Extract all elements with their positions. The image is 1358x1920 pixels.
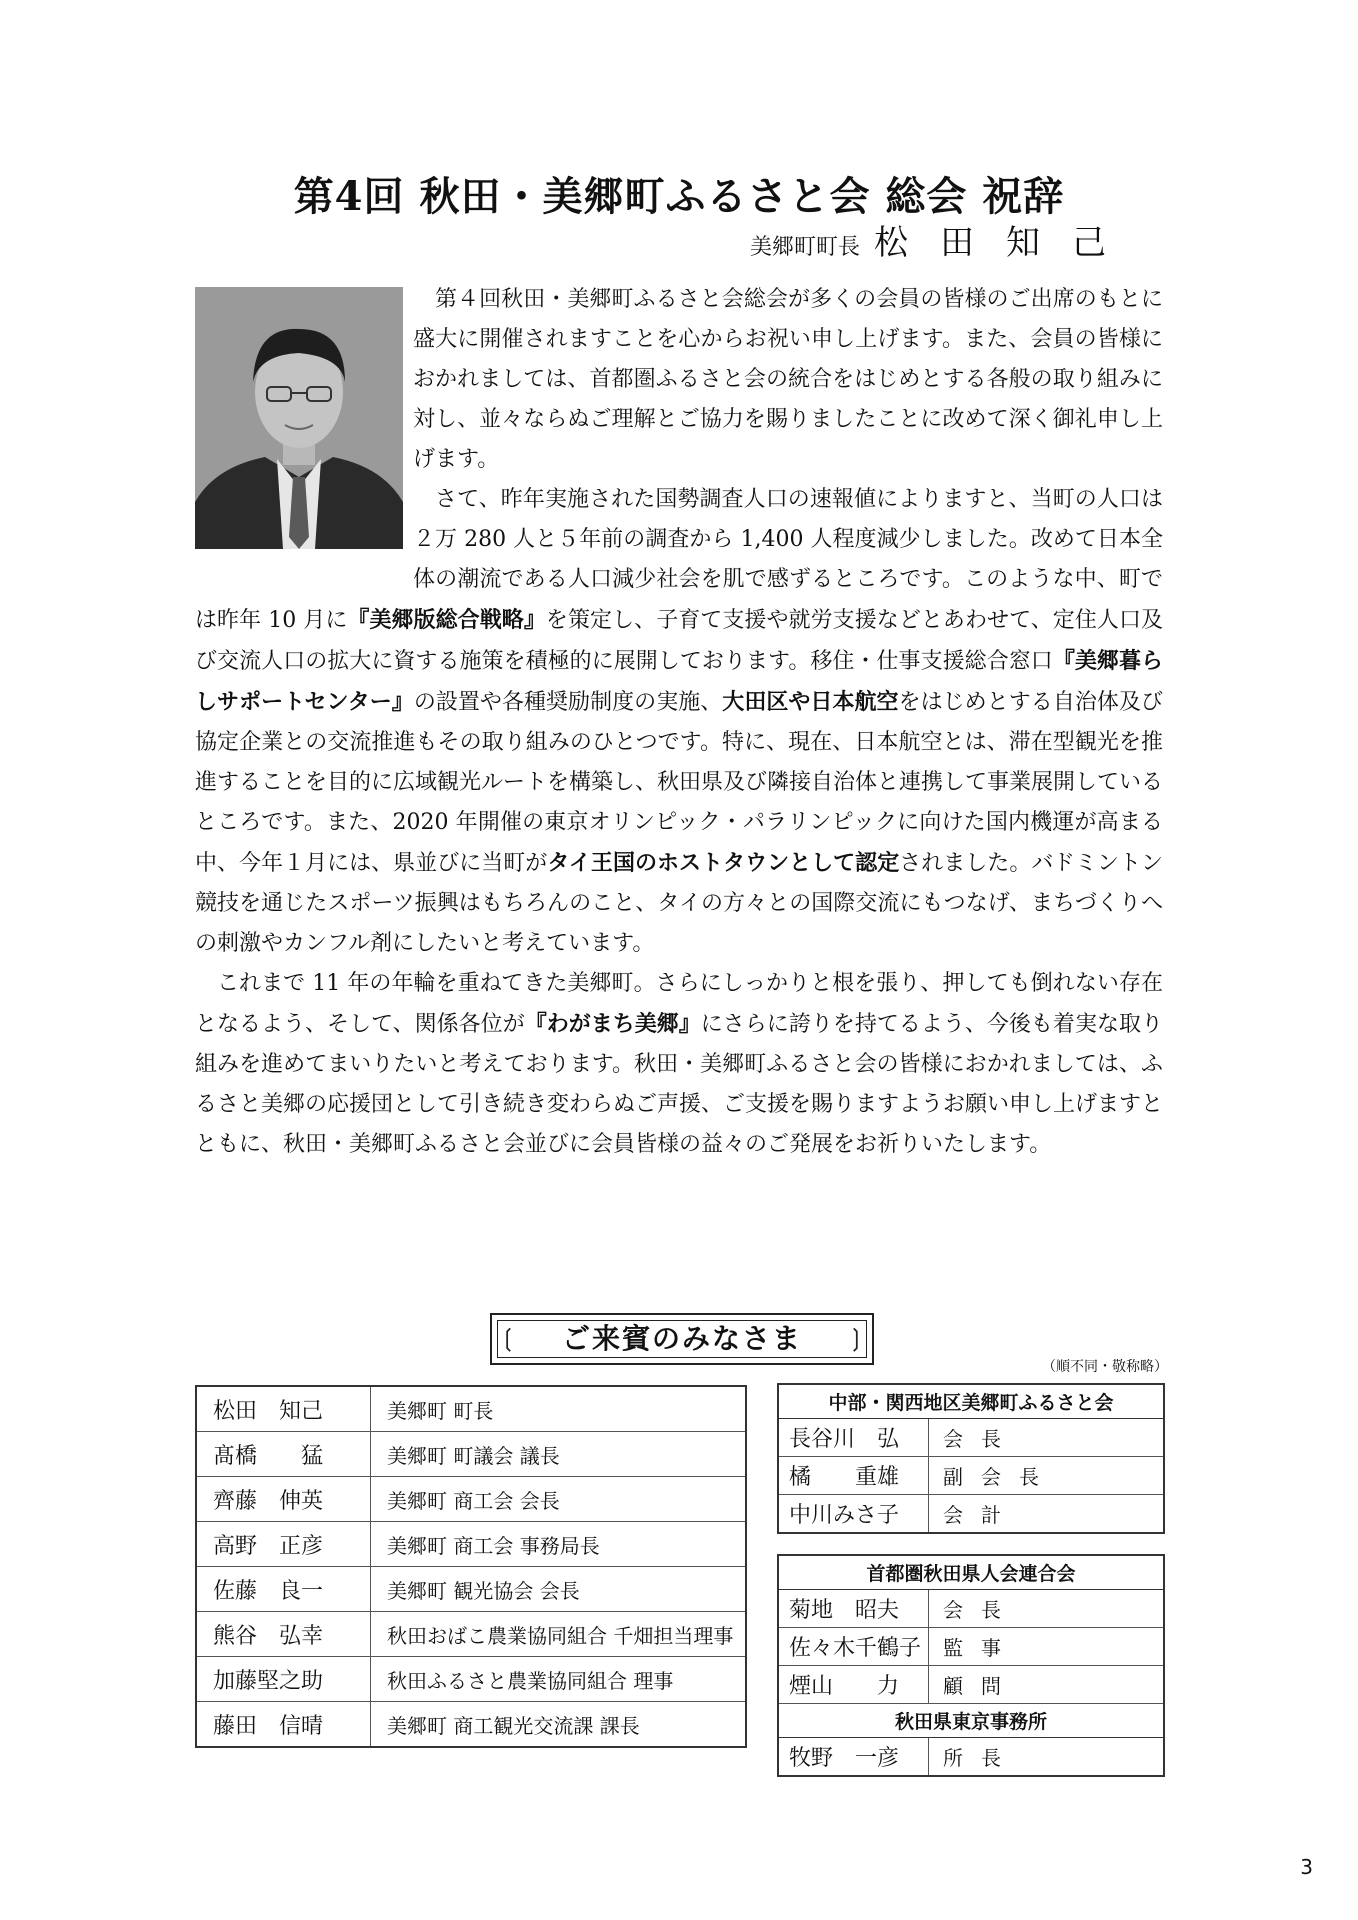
table-row: [196, 1567, 746, 1612]
guest-name: 高野 正彦: [196, 1522, 371, 1567]
guests-heading: ❲ ❳ ご来賓のみなさま: [490, 1313, 874, 1365]
guest-title: 美郷町 町長: [387, 1398, 494, 1423]
member-name: 牧野 一彦: [778, 1738, 929, 1777]
member-name: 中川みさ子: [778, 1495, 929, 1534]
guest-title: 美郷町 商工会 事務局長: [371, 1522, 747, 1567]
table-row: [778, 1590, 1164, 1628]
table-row: [196, 1432, 746, 1477]
group-name: 首都圏秋田県人会連合会: [778, 1555, 1164, 1590]
table-row: [196, 1702, 746, 1748]
group-header-row: [778, 1704, 1164, 1738]
member-role: 所長: [929, 1738, 1165, 1777]
member-name: 煙山 力: [778, 1666, 929, 1704]
table-row: [196, 1386, 746, 1432]
member-name: 佐々木千鶴子: [778, 1628, 929, 1666]
ornament-left-icon: ❲: [498, 1324, 519, 1352]
member-role: 会長: [929, 1419, 1165, 1457]
guest-name: 齊藤 伸英: [196, 1477, 371, 1522]
table-row: [778, 1666, 1164, 1704]
guest-name: 加藤堅之助: [196, 1657, 371, 1702]
guest-table-local: [195, 1385, 747, 1748]
guest-title: 美郷町 町議会 議長: [371, 1432, 747, 1477]
table-row: [196, 1612, 746, 1657]
author-byline: [750, 215, 1138, 264]
table-row: [778, 1457, 1164, 1495]
guest-title: 秋田おばこ農業協同組合 千畑担当理事: [371, 1612, 747, 1657]
table-row: [778, 1419, 1164, 1457]
guest-table-groups: [777, 1383, 1165, 1534]
table-row: [196, 1477, 746, 1522]
guest-name: 藤田 信晴: [196, 1702, 371, 1748]
table-row: [778, 1495, 1164, 1534]
guests-note: （順不同・敬称略）: [1042, 1359, 1168, 1375]
paragraph-3: これまで 11 年の年輪を重ねてきた美郷町。さらにしっかりと根を張り、押しても倒れない存在となるよう、そして、関係各位が『わがまち美郷』にさらに誇りを持てるよう、今後も着実な取り組みを進めてまいりたいと考えております。秋田・美郷町ふるさと会の皆様におかれましては、ふるさと美郷の応援団として引き続き変わらぬご声援、ご支援を賜りますようお願い申し上げますとともに、秋田・美郷町ふるさと会並びに会員皆様の益々のご発展をお祈りいたします。: [195, 971, 1164, 1157]
member-role: 会計: [929, 1495, 1165, 1534]
member-name: 橘 重雄: [778, 1457, 929, 1495]
guest-title: 美郷町 商工観光交流課 課長: [371, 1702, 747, 1748]
guest-name: 佐藤 良一: [196, 1567, 371, 1612]
table-row: [196, 1522, 746, 1567]
member-name: 菊地 昭夫: [778, 1590, 929, 1628]
author-name: 松田知己: [874, 223, 1138, 263]
group-name: 秋田県東京事務所: [778, 1704, 1164, 1738]
table-row: [778, 1738, 1164, 1777]
guest-name: 髙橋 猛: [196, 1432, 371, 1477]
member-role: 副会長: [929, 1457, 1165, 1495]
guest-name: 松田 知己: [196, 1386, 371, 1432]
member-role: 監事: [929, 1628, 1165, 1666]
group-name: 中部・関西地区美郷町ふるさと会: [778, 1384, 1164, 1419]
page-title: 第4回 秋田・美郷町ふるさと会 総会 祝辞: [293, 172, 1065, 220]
member-role: 会長: [929, 1590, 1165, 1628]
guest-name: 熊谷 弘幸: [196, 1612, 371, 1657]
paragraph-1: 第４回秋田・美郷町ふるさと会総会が多くの会員の皆様のご出席のもとに盛大に開催されますことを心からお祝い申し上げます。また、会員の皆様におかれましては、首都圏ふるさと会の統合をはじめとする各般の取り組みに対し、並々ならぬご理解とご協力を賜りましたことに改めて深く御礼申し上げます。: [413, 287, 1163, 472]
group-header-row: [778, 1384, 1164, 1419]
guest-title: 美郷町 商工会 会長: [371, 1477, 747, 1522]
paragraph-2: さて、昨年実施された国勢調査人口の速報値によりますと、当町の人口は２万 280 人と５年前の調査から 1,400 人程度減少しました。改めて日本全体の潮流である人口減少社会を肌で感ずるところです。このような中、町では昨年 10 月に『美郷版総合戦略』を策定し、子育て支援や就労支援などとあわせて、定住人口及び交流人口の拡大に資する施策を積極的に展開しております。移住・仕事支援総合窓口『美郷暮らしサポートセンター』の設置や各種奨励制度の実施、大田区や日本航空をはじめとする自治体及び協定企業との交流推進もその取り組みのひとつです。特に、現在、日本航空とは、滞在型観光を推進することを目的に広域観光ルートを構築し、秋田県及び隣接自治体と連携して事業展開しているところです。また、2020 年開催の東京オリンピック・パラリンピックに向けた国内機運が高まる中、今年１月には、県並びに当町がタイ王国のホストタウンとして認定されました。バドミントン競技を通じたスポーツ振興はもちろんのこと、タイの方々との国際交流にもつなげ、まちづくりへの刺激やカンフル剤にしたいと考えています。: [195, 487, 1164, 956]
guest-table-groups-2: [777, 1554, 1165, 1777]
member-name: 長谷川 弘: [778, 1419, 929, 1457]
table-row: [778, 1628, 1164, 1666]
ornament-right-icon: ❳: [845, 1324, 866, 1352]
body-text: [195, 280, 1163, 1165]
author-role: 美郷町町長: [749, 235, 860, 260]
member-role: 顧問: [929, 1666, 1165, 1704]
guest-title: 美郷町 観光協会 会長: [371, 1567, 747, 1612]
group-header-row: [778, 1555, 1164, 1590]
page-number: 3: [1300, 1855, 1313, 1879]
guest-title: 秋田ふるさと農業協同組合 理事: [371, 1657, 747, 1702]
table-row: [196, 1657, 746, 1702]
